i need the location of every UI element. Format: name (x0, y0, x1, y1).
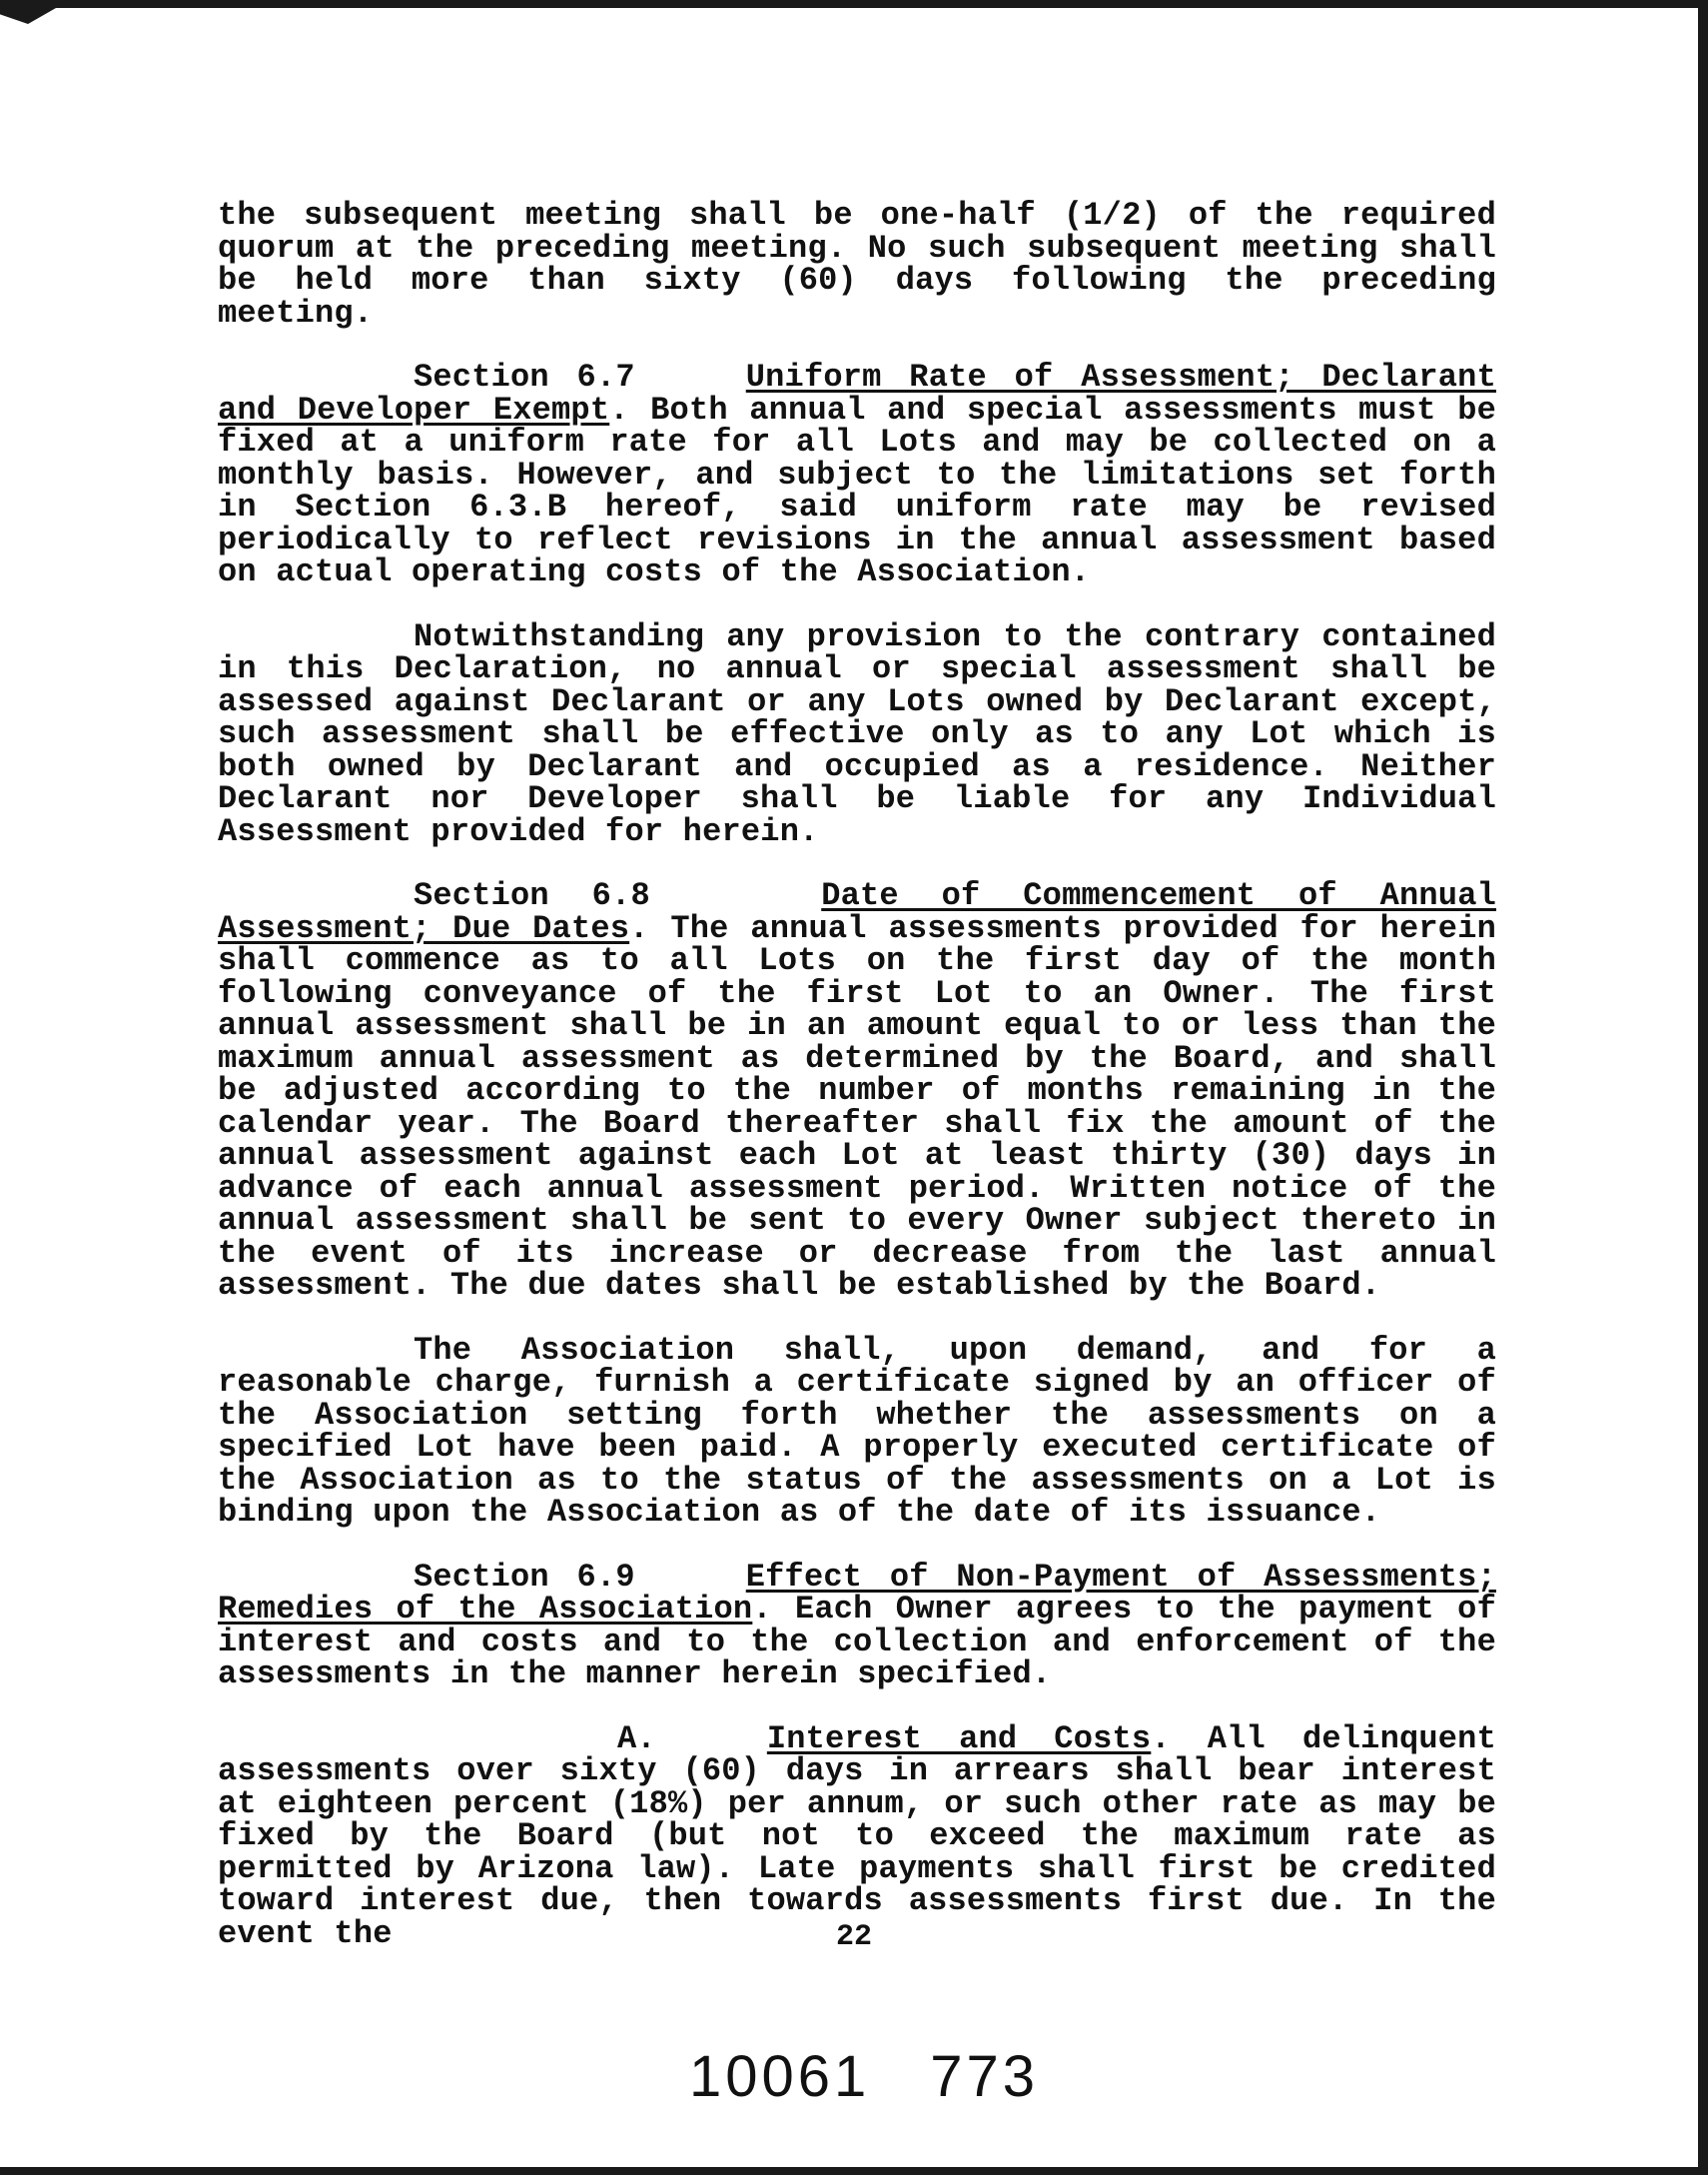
subsection-a (218, 1719, 1496, 1952)
document-stamp (689, 2043, 1099, 2110)
scan-corner-artifact (0, 0, 70, 24)
section-6-9-title: Effect of Non-Payment of Assessments; Remedies of the Association (218, 1558, 1496, 1628)
subsection-a-label: A. (617, 1719, 656, 1757)
section-6-7-label: Section 6.7 (414, 359, 635, 396)
section-6-8-label: Section 6.8 (414, 877, 650, 914)
section-6-8 (218, 877, 1497, 1304)
scan-border-top (0, 0, 1708, 8)
scan-border-right (1698, 0, 1708, 2175)
scan-border-bottom (0, 2167, 1708, 2175)
paragraph-quorum: the subsequent meeting shall be one-half (1/2) of the required quorum at the preceding meeting. No such subsequent meeting shall be held more than sixty (60) days following the preceding meeting. (218, 197, 1496, 332)
section-6-9-text: . Each Owner agrees to the payment of interest and costs and to the collection and enforcement of the assessments in the manner herein specified. (218, 1591, 1496, 1692)
page-number: 22 (835, 1920, 872, 1954)
section-6-9-label: Section 6.9 (414, 1558, 635, 1596)
section-6-7 (218, 359, 1497, 590)
section-6-7-text: . Both annual and special assessments must be fixed at a uniform rate for all Lots and may be collected on a monthly basis. However, and subject to the limitations set forth in Section 6.3.B hereof, said uniform rate may be revised periodically to reflect revisions in the annual assessment based on actual operating costs of the Association. (218, 391, 1497, 590)
paragraph-certificate: The Association shall, upon demand, and for a reasonable charge, furnish a certificate signed by an officer of the Association setting forth whether the assessments on a specified Lot have been paid. A properly executed certificate of the Association as to the status of the assessments on a Lot is binding upon the Association as of the date of its issuance. (218, 1331, 1496, 1531)
section-6-9 (218, 1558, 1496, 1692)
stamp-right-number: 773 (930, 2044, 1040, 2109)
paragraph-notwithstanding: Notwithstanding any provision to the contrary contained in this Declaration, no annual or special assessment shall be assessed against Declarant or any Lots owned by Declarant except, such assessment shall be effective only as to any Lot which is both owned by Declarant and occupied as a residence. Neither Declarant nor Developer shall be liable for any Individual Assessment provided for herein. (218, 617, 1496, 850)
subsection-a-text: . All delinquent assessments over sixty (60) days in arrears shall bear interest at eighteen percent (18%) per annum, or such other rate as may be fixed by the Board (but not to exceed the maximum rate as permitted by Arizona law). Late payments shall first be credited toward interest due, then towards assessments first due. In the event the (218, 1719, 1496, 1952)
section-6-7-title: Uniform Rate of Assessment; Declarant and Developer Exempt (218, 359, 1496, 429)
section-6-8-title: Date of Commencement of Annual Assessment; Due Dates (218, 877, 1497, 947)
subsection-a-title: Interest and Costs (766, 1719, 1152, 1757)
section-6-8-text: . The annual assessments provided for herein shall commence as to all Lots on the first day of the month following conveyance of the first Lot to an Owner. The first annual assessment shall be in an amount equal to or less than the maximum annual assessment as determined by the Board, and shall be adjusted according to the number of months remaining in the calendar year. The Board thereafter shall fix the amount of the annual assessment against each Lot at least thirty (30) days in advance of each annual assessment period. Written notice of the annual assessment shall be sent to every Owner subject thereto in the event of its increase or decrease from the last annual assessment. The due dates shall be established by the Board. (218, 909, 1496, 1304)
page-body (218, 197, 1497, 1952)
stamp-left-number: 10061 (689, 2044, 871, 2109)
